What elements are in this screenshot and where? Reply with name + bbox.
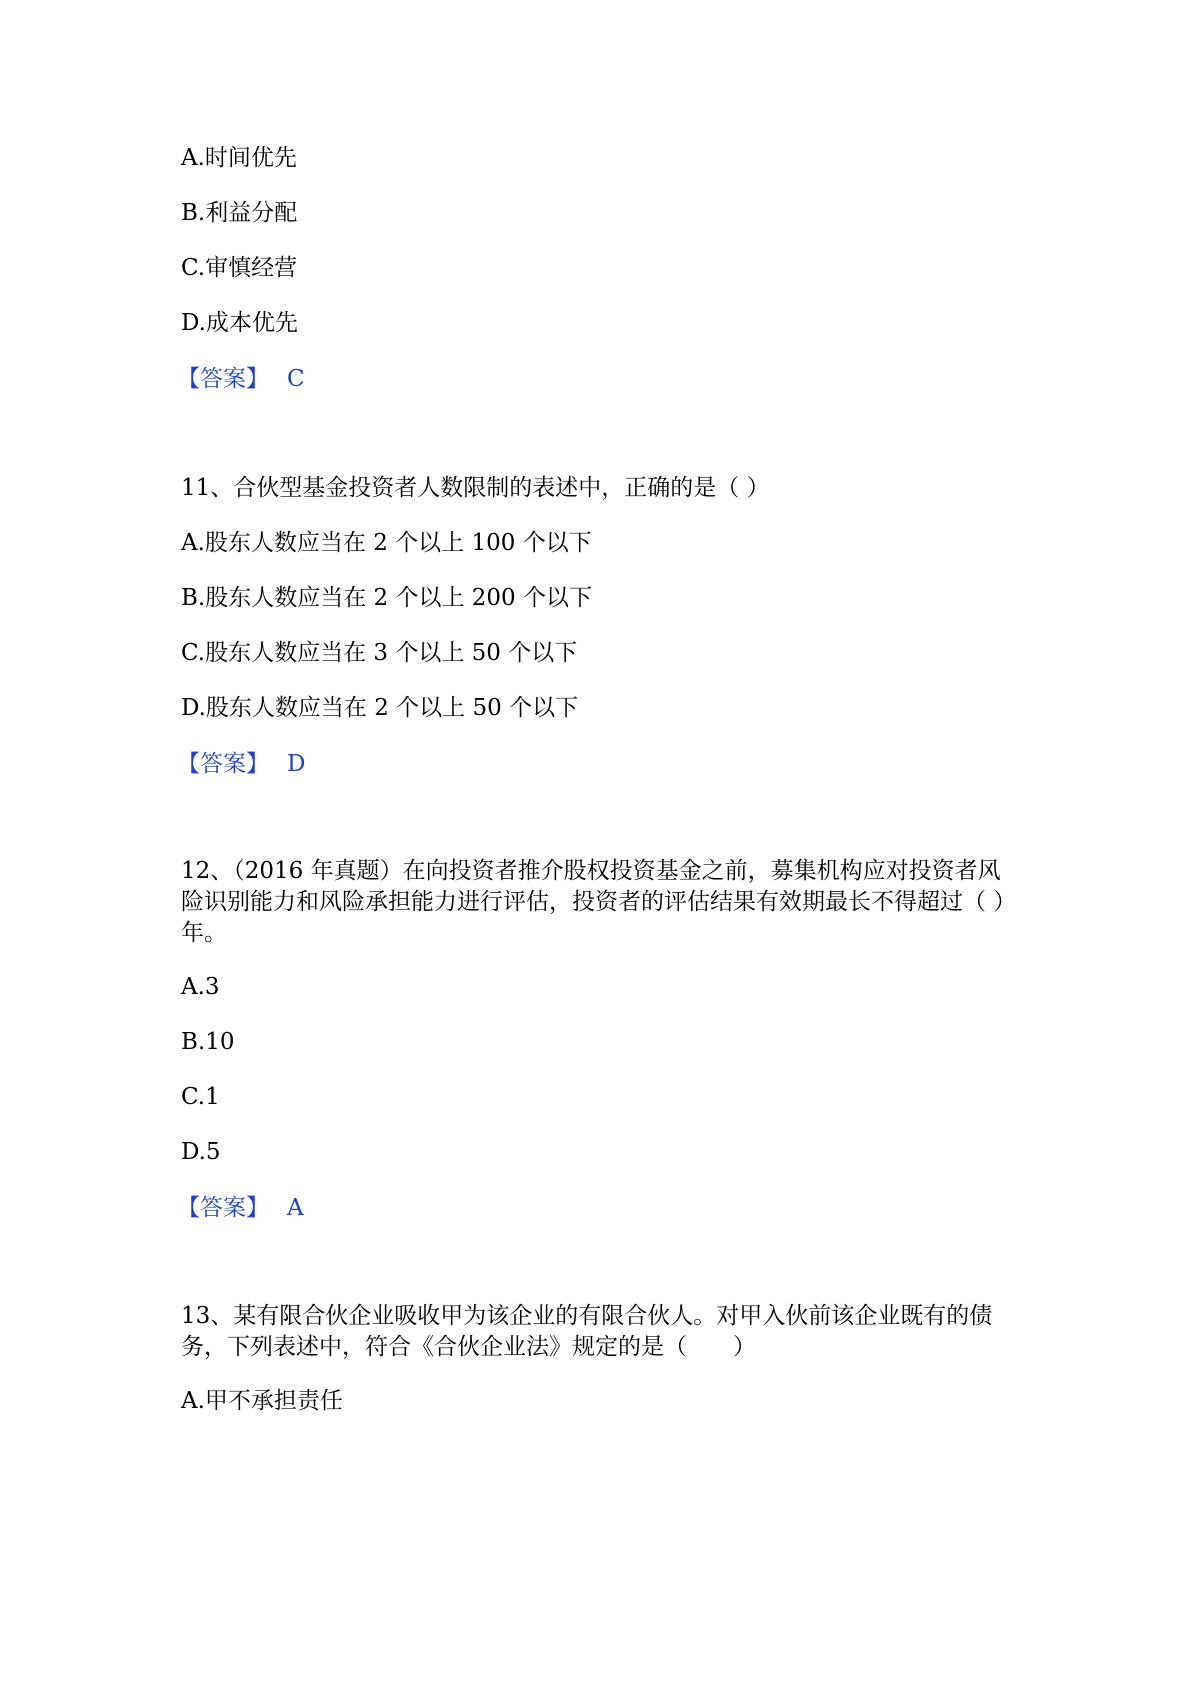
- question-11-stem: 11、合伙型基金投资者人数限制的表述中，正确的是（ ）: [181, 475, 770, 501]
- answer-line: [177, 1193, 304, 1223]
- option-b: B.股东人数应当在 2 个以上 200 个以下: [181, 585, 592, 611]
- answer-value: D: [287, 751, 306, 777]
- answer-label: 【答案】: [177, 751, 269, 777]
- option-c: C.审慎经营: [181, 255, 298, 281]
- option-d: D.股东人数应当在 2 个以上 50 个以下: [181, 695, 579, 721]
- option-a: A.3: [181, 974, 220, 1000]
- answer-line: [177, 749, 305, 779]
- question-13-stem: 13、某有限合伙企业吸收甲为该企业的有限合伙人。对甲入伙前该企业既有的债务，下列表述中，符合《合伙企业法》规定的是（ ）: [181, 1303, 993, 1360]
- answer-value: A: [287, 1195, 304, 1221]
- option-d: D.5: [181, 1139, 221, 1165]
- answer-value: C: [287, 366, 305, 392]
- answer-label: 【答案】: [177, 366, 269, 392]
- option-b: B.10: [181, 1029, 235, 1055]
- option-a: A.时间优先: [181, 145, 297, 171]
- option-a: A.甲不承担责任: [181, 1388, 343, 1414]
- option-c: C.1: [181, 1084, 220, 1110]
- answer-line: [177, 364, 305, 394]
- option-d: D.成本优先: [181, 310, 298, 336]
- question-12-stem: 12、（2016 年真题）在向投资者推介股权投资基金之前，募集机构应对投资者风险识别能力和风险承担能力进行评估，投资者的评估结果有效期最长不得超过（ ）年。: [181, 858, 1017, 946]
- option-b: B.利益分配: [181, 200, 298, 226]
- answer-label: 【答案】: [177, 1195, 269, 1221]
- option-a: A.股东人数应当在 2 个以上 100 个以下: [181, 530, 592, 556]
- option-c: C.股东人数应当在 3 个以上 50 个以下: [181, 640, 578, 666]
